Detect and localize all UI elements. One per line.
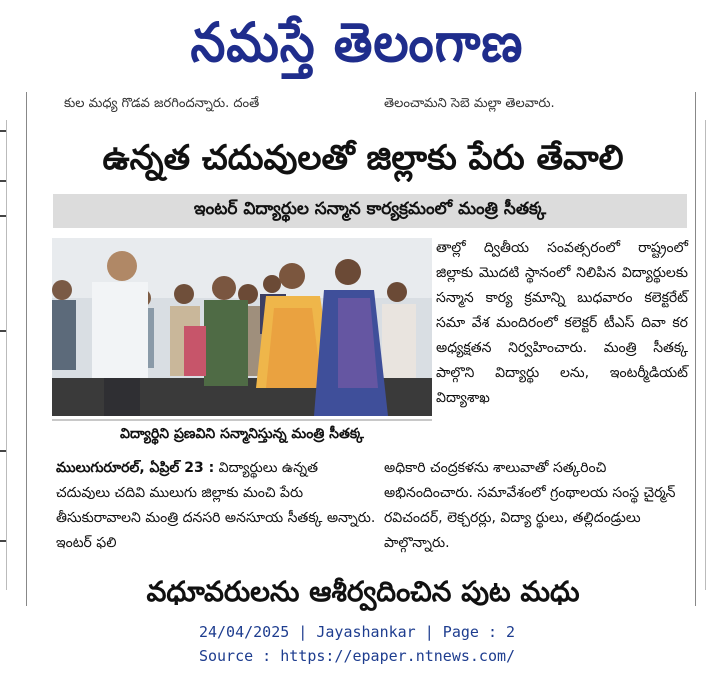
news-photo-illustration: [52, 238, 432, 416]
photo-caption: విద్యార్థిని ప్రణవిని సన్మానిస్తున్న మంత్రి సీతక్క: [52, 419, 432, 447]
article-subheadline: ఇంటర్ విద్యార్థుల సన్మాన కార్యక్రమంలో మంత్రి సీతక్క: [193, 199, 547, 219]
masthead: [0, 0, 714, 84]
article-body-right: [384, 456, 688, 556]
article-paragraph: అధికారి చంద్రకళను శాలువాతో సత్కరించి అభినందించారు. సమావేశంలో గ్రంథాలయ సంస్థ చైర్మన్ రవిచందర్, లెక్చరర్లు, విద్యా ర్థులు, తల్లిదండ్రులు పాల్గొన్నారు.: [384, 460, 676, 551]
newspaper-logo: నమస్తే తెలంగాణ: [190, 10, 524, 74]
article-headline: ఉన్నత చదువులతో జిల్లాకు పేరు తేవాలి: [102, 138, 624, 178]
subheadline-bar: [53, 194, 687, 228]
footer-source-link[interactable]: Source : https://epaper.ntnews.com/: [198, 647, 516, 665]
next-article-headline: వధూవరులను ఆశీర్వదించిన పుట మధు: [146, 575, 580, 608]
previous-article-cut-right: తెలంచామని సెబె మల్లా తెలవారు.: [384, 96, 555, 111]
right-margin-rule: [705, 120, 714, 590]
left-margin-rule: [0, 120, 7, 590]
page-footer: [0, 620, 714, 668]
article-paragraph: తాల్లో ద్వితీయ సంవత్సరంలో రాష్ట్రంలో జిల్లాకు మొదటి స్థానంలో నిలిపిన విద్యార్థులకు సన్మాన కార్య క్రమాన్ని బుధవారం కలెక్టరేట్ సమా వేశ మందిరంలో కలెక్టర్ టీఎస్ దివా కర అధ్యక్షతన నిర్వహించారు. మంత్రి సీతక్క పాల్గొని విద్యార్థు లను, ఇంటర్మీడియట్ విద్యాశాఖ: [436, 240, 688, 406]
article-body-left: [56, 456, 376, 556]
footer-date-edition: 24/04/2025 | Jayashankar | Page : 2: [198, 623, 516, 641]
article-dateline: ములుగురూరల్, ఏప్రిల్ 23 :: [56, 460, 215, 476]
previous-article-cut-left: కుల మధ్య గొడవ జరగిందన్నారు. దంతే: [64, 96, 260, 111]
article-column-right: [436, 236, 688, 411]
news-photo: [52, 238, 432, 416]
article-paragraph: [56, 456, 376, 556]
article-lead-text: విద్యార్థులు ఉన్నత చదువులు చదివి ములుగు జిల్లాకు మంచి పేరు తీసుకురావాలని మంత్రి దనసరి అనసూయ సీతక్క అన్నారు. ఇంటర్ ఫలి: [56, 460, 376, 551]
